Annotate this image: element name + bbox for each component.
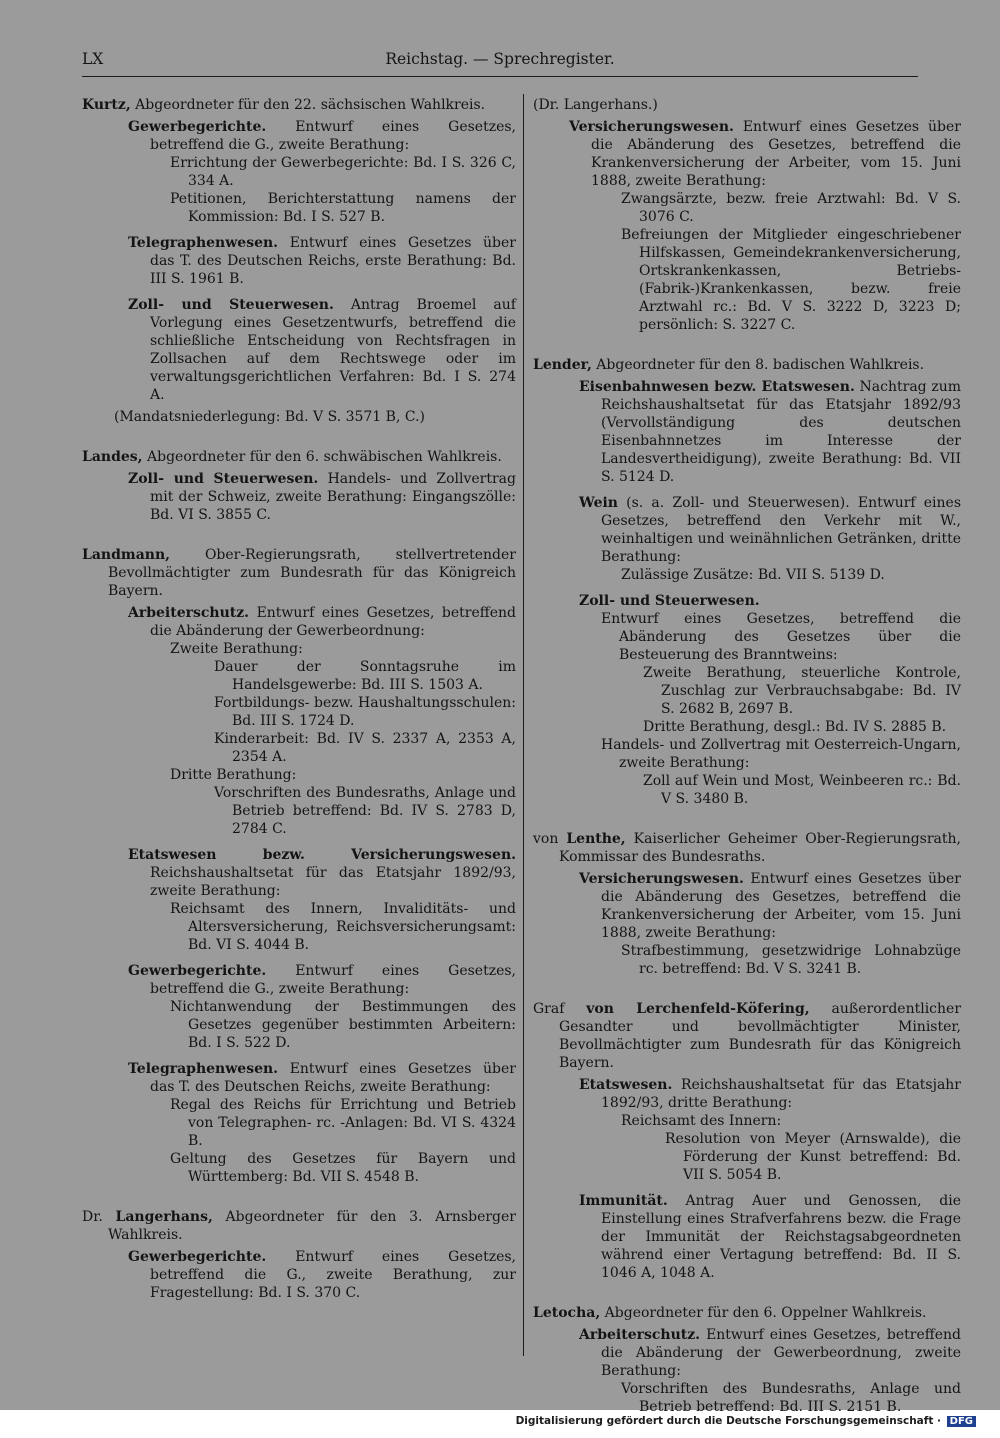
topic-name: Zoll- und Steuerwesen. [579,593,760,609]
name-prefix: Dr. [82,1209,116,1225]
topic-name: Telegraphenwesen. [128,235,279,251]
entry-heading [82,1208,516,1244]
speaker-name: Letocha, [533,1305,601,1321]
topic [533,378,961,486]
topic-text: Antrag Auer und Genossen, die Einstellung eines Strafverfahrens bezw. die Frage der Immunität der Reichstagsabgeordneten während einer Vertagung betreffend: Bd. II S. 1046 A, 1048 A. [601,1193,961,1281]
entry-heading [533,1000,961,1072]
reference-item: Kinderarbeit: Bd. IV S. 2337 A, 2353 A, 2354 A. [214,731,516,765]
reference-item: Petitionen, Berichterstattung namens der Kommission: Bd. I S. 527 B. [170,191,516,225]
reference-item: Zweite Berathung, steuerliche Kontrole, Zuschlag zur Verbrauchsabgabe: Bd. IV S. 2682 B, 2697 B. [643,665,961,717]
topic-name: Arbeiterschutz. [128,605,250,621]
running-title: Reichstag. — Sprechregister. [385,50,615,68]
right-column [533,96,961,1438]
speaker-name: Kurtz, [82,97,131,113]
topic-name: Zoll- und Steuerwesen. [128,297,334,313]
left-column [82,96,516,1324]
name-prefix: von [533,831,567,847]
entry-heading [533,1304,961,1322]
topic [533,1326,961,1380]
reference-subheading: Reichsamt des Innern: [621,1113,782,1129]
speaker-description: Abgeordneter für den 8. badischen Wahlkreis. [591,357,925,373]
topic-text: Entwurf eines Gesetzes, betreffend die G., zweite Berathung: [150,119,516,153]
reference-item: Zoll auf Wein und Most, Weinbeeren rc.: Bd. V S. 3480 B. [643,773,961,807]
topic-text: Antrag Broemel auf Vorlegung eines Gesetzentwurfs, betreffend die schließliche Entscheidung von Rechtsfragen in Zollsachen auf dem Rechtswege oder im verwaltungsgerichtlichen Verfahren: Bd. I S. 274 A. [150,297,516,403]
reference-item: Geltung des Gesetzes für Bayern und Württemberg: Bd. VII S. 4548 B. [170,1151,516,1185]
topic-text: Entwurf eines Gesetzes über das T. des Deutschen Reichs, zweite Berathung: [150,1061,516,1095]
speaker-name: Lenthe, [566,831,626,847]
speaker-name: Landes, [82,449,143,465]
topic-name: Gewerbegerichte. [128,963,267,979]
topic-name: Eisenbahnwesen bezw. Etatswesen. [579,379,855,395]
topic [82,1060,516,1096]
reference-subheading: Zweite Berathung: [170,641,303,657]
topic-text: Entwurf eines Gesetzes, betreffend die G., zweite Berathung, zur Fragestellung: Bd. I S. 370 C. [150,1249,516,1301]
page-header [82,46,918,74]
reference-item: Zwangsärzte, bezw. freie Arztwahl: Bd. V S. 3076 C. [621,191,961,225]
register-entry-lerchenfeld [533,1000,961,1282]
credit-text: Digitalisierung gefördert durch die Deutsche Forschungsgemeinschaft · [515,1415,945,1427]
register-entry-langerhans [82,1208,516,1302]
page-number: LX [82,50,104,68]
topic-text: Entwurf eines Gesetzes, betreffend die Abänderung der Gewerbeordnung: [150,605,516,639]
reference-item: Zulässige Zusätze: Bd. VII S. 5139 D. [621,567,885,583]
topic [82,846,516,900]
mandate-note: (Mandatsniederlegung: Bd. V S. 3571 B, C.) [114,409,425,425]
speaker-description: Kaiserlicher Geheimer Ober-Regierungsrath, Kommissar des Bundesraths. [559,831,961,865]
reference-item: Errichtung der Gewerbegerichte: Bd. I S. 326 C, 334 A. [170,155,516,189]
continuation-heading: (Dr. Langerhans.) [533,97,658,113]
reference-item: Fortbildungs- bezw. Haushaltungsschulen: Bd. III S. 1724 D. [214,695,516,729]
register-entry-kurtz [82,96,516,426]
topic [82,118,516,154]
reference-item: Strafbestimmung, gesetzwidrige Lohnabzüge rc. betreffend: Bd. V S. 3241 B. [621,943,961,977]
register-entry-letocha [533,1304,961,1416]
topic [82,296,516,404]
topic-name: Versicherungswesen. [569,119,734,135]
topic-name: Telegraphenwesen. [128,1061,279,1077]
topic [82,470,516,524]
topic [533,1076,961,1112]
topic-name: Etatswesen. [579,1077,673,1093]
speaker-description: Abgeordneter für den 6. schwäbischen Wahlkreis. [142,449,502,465]
topic-text: Nachtrag zum Reichshaushaltsetat für das Etatsjahr 1892/93 (Vervollständigung des deutschen Eisenbahnnetzes im Interesse der Landesvertheidigung), zweite Berathung: Bd. VII S. 5124 D. [601,379,961,485]
topic-text: Reichshaushaltsetat für das Etatsjahr 1892/93, dritte Berathung: [601,1077,961,1111]
reference-item: Dritte Berathung, desgl.: Bd. IV S. 2885 B. [643,719,947,735]
topic-text: Entwurf eines Gesetzes, betreffend die G., zweite Berathung: [150,963,516,997]
topic-text: Entwurf eines Gesetzes über das T. des Deutschen Reichs, erste Berathung: Bd. III S. 1961 B. [150,235,516,287]
register-entry-landmann [82,546,516,1186]
reference-item: Resolution von Meyer (Arnswalde), die Förderung der Kunst betreffend: Bd. VII S. 5054 B. [665,1131,961,1183]
speaker-description: Abgeordneter für den 6. Oppelner Wahlkreis. [600,1305,927,1321]
topic [82,604,516,640]
speaker-description: Abgeordneter für den 22. sächsischen Wahlkreis. [130,97,486,113]
header-rule [82,76,918,77]
topic-text: Handels- und Zollvertrag mit der Schweiz, zweite Berathung: Eingangszölle: Bd. VI S. 3855 C. [150,471,516,523]
register-entry-lender [533,356,961,808]
topic-name: Immunität. [579,1193,668,1209]
topic [533,870,961,942]
reference-item: Entwurf eines Gesetzes, betreffend die Abänderung des Gesetzes über die Besteuerung des Branntweins: [601,611,961,663]
topic [533,592,961,610]
speaker-description: außerordentlicher Gesandter und bevollmächtigter Minister, Bevollmächtigter zum Bundesrath für das Königreich Bayern. [559,1001,962,1071]
reference-item: Dauer der Sonntagsruhe im Handelsgewerbe: Bd. III S. 1503 A. [214,659,516,693]
topic-name: Gewerbegerichte. [128,1249,267,1265]
reference-item: Vorschriften des Bundesraths, Anlage und Betrieb betreffend: Bd. III S. 2151 B. [621,1381,961,1415]
entry-heading [82,96,516,114]
register-entry-langerhans-continued [533,96,961,334]
entry-heading [533,830,961,866]
topic [533,494,961,566]
name-prefix: Graf [533,1001,587,1017]
digitization-credit [516,1415,976,1427]
entry-heading [533,356,961,374]
topic [82,962,516,998]
topic [533,1192,961,1282]
topic [533,118,961,190]
topic [82,234,516,288]
topic-name: Versicherungswesen. [579,871,744,887]
reference-item: Vorschriften des Bundesraths, Anlage und Betrieb betreffend: Bd. IV S. 2783 D, 2784 C. [214,785,516,837]
entry-heading [82,546,516,600]
topic-text: Entwurf eines Gesetzes, betreffend die Abänderung der Gewerbeordnung, zweite Berathung: [601,1327,961,1379]
speaker-name: von Lerchenfeld-Köfering, [586,1001,810,1017]
topic-name: Gewerbegerichte. [128,119,267,135]
speaker-name: Langerhans, [115,1209,213,1225]
dfg-logo: DFG [947,1416,976,1427]
reference-item: Reichsamt des Innern, Invaliditäts- und Altersversicherung, Reichsversicherungsamt: Bd. VI S. 4044 B. [170,901,516,953]
reference-item: Nichtanwendung der Bestimmungen des Gesetzes gegenüber bestimmten Arbeitern: Bd. I S. 522 D. [170,999,516,1051]
topic [82,1248,516,1302]
topic-text: Entwurf eines Gesetzes über die Abänderung des Gesetzes, betreffend die Krankenversicherung der Arbeiter, vom 15. Juni 1888, zweite Berathung: [601,871,961,941]
reference-item: Befreiungen der Mitglieder eingeschriebener Hilfskassen, Gemeindekrankenversicherung, Ortskrankenkassen, Betriebs-(Fabrik-)Krankenkassen, bezw. freie Arztwahl rc.: Bd. V S. 3222 D, 3223 D; persönlich: S. 3227 C. [621,227,961,333]
topic-text: Reichshaushaltsetat für das Etatsjahr 1892/93, zweite Berathung: [150,865,516,899]
topic-name: Wein [579,495,618,511]
speaker-description: Ober-Regierungsrath, stellvertretender Bevollmächtigter zum Bundesrath für das Königreich Bayern. [108,547,516,599]
topic-name: Zoll- und Steuerwesen. [128,471,319,487]
register-entry-landes [82,448,516,524]
topic-name: Arbeiterschutz. [579,1327,701,1343]
entry-heading [82,448,516,466]
topic-name: Etatswesen bezw. Versicherungswesen. [128,847,516,863]
reference-item: Handels- und Zollvertrag mit Oesterreich-Ungarn, zweite Berathung: [601,737,961,771]
column-divider [523,94,524,1356]
topic-text: Entwurf eines Gesetzes über die Abänderung des Gesetzes, betreffend die Krankenversicherung der Arbeiter, vom 15. Juni 1888, zweite Berathung: [591,119,961,189]
topic-text: (s. a. Zoll- und Steuerwesen). Entwurf eines Gesetzes, betreffend den Verkehr mit W., weinhaltigen und weinähnlichen Getränken, dritte Berathung: [601,495,961,565]
register-entry-lenthe [533,830,961,978]
reference-item: Regal des Reichs für Errichtung und Betrieb von Telegraphen- rc. -Anlagen: Bd. VI S. 4324 B. [170,1097,516,1149]
speaker-name: Landmann, [82,547,170,563]
reference-subheading: Dritte Berathung: [170,767,297,783]
speaker-description: Abgeordneter für den 3. Arnsberger Wahlkreis. [108,1209,516,1243]
speaker-name: Lender, [533,357,592,373]
